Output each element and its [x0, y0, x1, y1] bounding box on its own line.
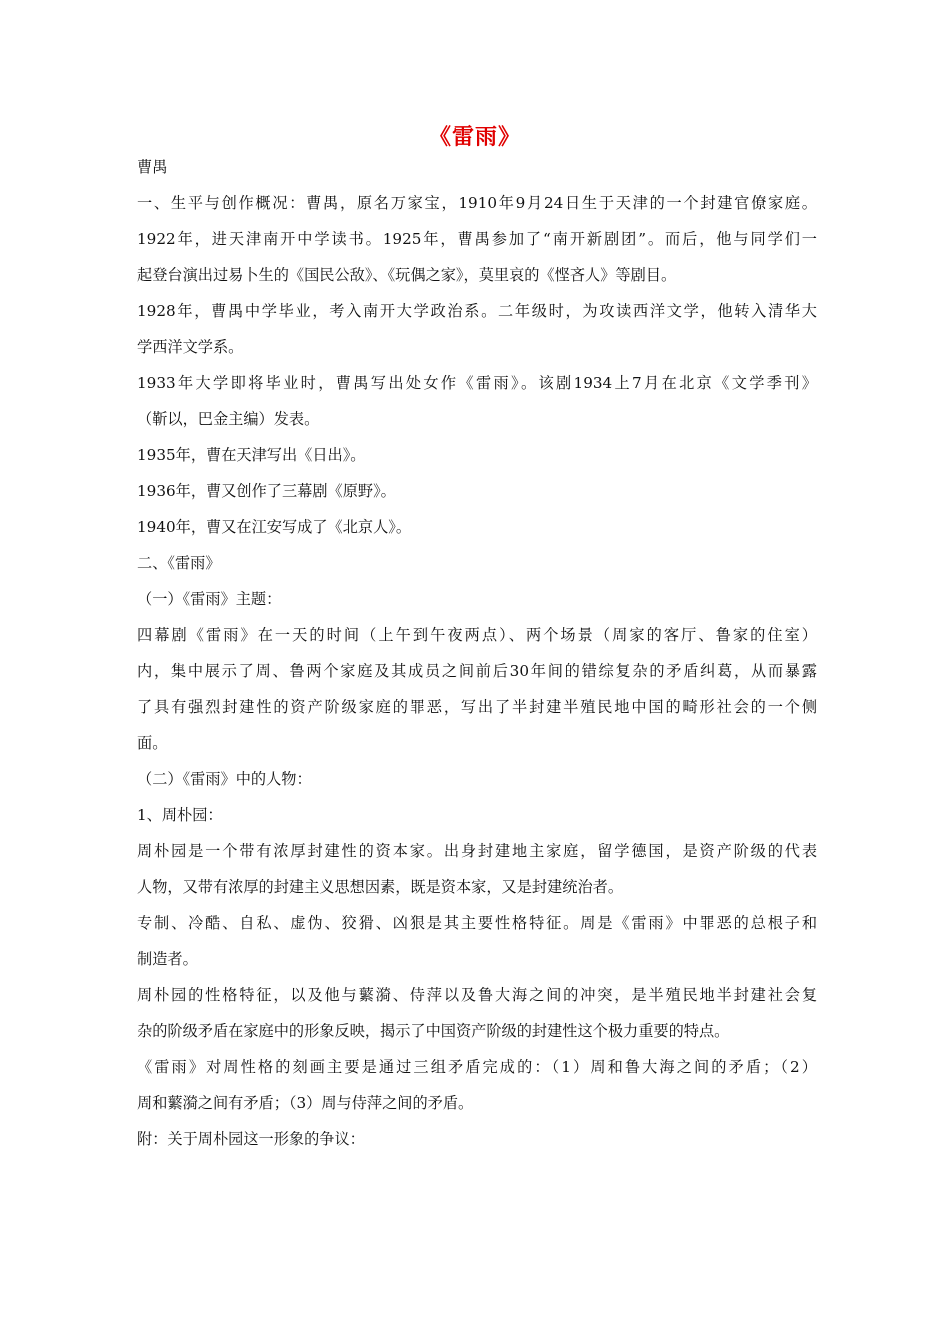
text-line: 了具有强烈封建性的资产阶级家庭的罪恶，写出了半封建半殖民地中国的畸形社会的一个侧 [137, 698, 817, 716]
text-line: （靳以，巴金主编）发表。 [137, 410, 320, 428]
document-body [137, 149, 817, 1157]
text-line: 1922年，进天津南开中学读书。1925年，曹禺参加了“南开新剧团”。而后，他与同学们一 [137, 230, 817, 248]
text-line: 周朴园是一个带有浓厚封建性的资本家。出身封建地主家庭，留学德国，是资产阶级的代表 [137, 842, 817, 860]
text-line: 1928年，曹禺中学毕业，考入南开大学政治系。二年级时，为攻读西洋文学，他转入清华大 [137, 302, 817, 320]
text-line: （一）《雷雨》主题： [137, 590, 282, 608]
text-line: 专制、冷酷、自私、虚伪、狡猾、凶狠是其主要性格特征。周是《雷雨》中罪恶的总根子和 [137, 914, 817, 932]
text-line: 内，集中展示了周、鲁两个家庭及其成员之间前后30年间的错综复杂的矛盾纠葛，从而暴露 [137, 662, 817, 680]
text-line: 《雷雨》对周性格的刻画主要是通过三组矛盾完成的：（1）周和鲁大海之间的矛盾；（2） [137, 1058, 817, 1076]
text-line: 1、周朴园： [137, 806, 223, 824]
text-line: 1936年，曹又创作了三幕剧《原野》。 [137, 482, 396, 500]
text-line: 杂的阶级矛盾在家庭中的形象反映，揭示了中国资产阶级的封建性这个极力重要的特点。 [137, 1022, 730, 1040]
text-line: 二、《雷雨》 [137, 554, 221, 572]
text-line: 制造者。 [137, 950, 198, 968]
text-line: 附：关于周朴园这一形象的争议： [137, 1130, 365, 1148]
text-line: （二）《雷雨》中的人物： [137, 770, 312, 788]
text-line: 1940年，曹又在江安写成了《北京人》。 [137, 518, 412, 536]
text-line: 人物，又带有浓厚的封建主义思想因素，既是资本家，又是封建统治者。 [137, 878, 623, 896]
text-line: 周朴园的性格特征，以及他与蘩漪、侍萍以及鲁大海之间的冲突，是半殖民地半封建社会复 [137, 986, 817, 1004]
text-line: 1933年大学即将毕业时，曹禺写出处女作《雷雨》。该剧1934上7月在北京《文学季刊》 [137, 374, 817, 392]
text-line: 一、生平与创作概况：曹禺，原名万家宝，1910年9月24日生于天津的一个封建官僚家庭。 [137, 194, 817, 212]
text-line: 周和蘩漪之间有矛盾；（3）周与侍萍之间的矛盾。 [137, 1094, 474, 1112]
text-line: 起登台演出过易卜生的《国民公敌》、《玩偶之家》，莫里哀的《悭吝人》等剧目。 [137, 266, 677, 284]
text-line: 1935年，曹在天津写出《日出》。 [137, 446, 366, 464]
text-line: 四幕剧《雷雨》在一天的时间（上午到午夜两点）、两个场景（周家的客厅、鲁家的住室） [137, 626, 817, 644]
text-line: 学西洋文学系。 [137, 338, 244, 356]
document-title: 《雷雨》 [428, 124, 521, 150]
text-line: 面。 [137, 734, 168, 752]
text-line: 曹禺 [137, 158, 168, 176]
